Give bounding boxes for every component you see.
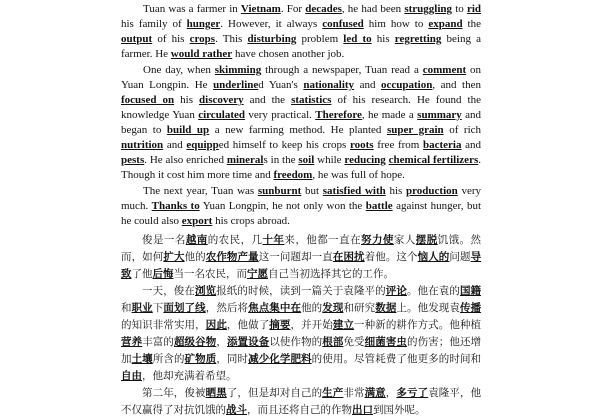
vocabulary-keyword: 导致 xyxy=(121,251,482,280)
chinese-paragraph-1 xyxy=(121,232,481,283)
body-text: One day, when xyxy=(143,64,215,76)
body-text: , and then xyxy=(432,79,481,91)
vocabulary-keyword: 超级谷物 xyxy=(173,336,217,348)
body-text: on Yuan Longpin. He xyxy=(121,64,481,91)
vocabulary-keyword: 矿物质 xyxy=(184,353,217,365)
body-text: his xyxy=(385,185,406,197)
body-text: Yuan Longpin, he not only won the xyxy=(199,200,366,212)
vocabulary-keyword: rid xyxy=(466,3,482,15)
vocabulary-keyword: 面划了线 xyxy=(163,302,206,314)
vocabulary-keyword: 后悔 xyxy=(152,268,174,280)
body-text: , he had been xyxy=(341,3,405,15)
body-text: 报纸的时候，读到一篇关于袁隆平的 xyxy=(216,285,386,297)
body-text: of his research. He found the knowledge Yuan xyxy=(121,94,481,121)
body-text: the xyxy=(462,18,481,30)
vocabulary-keyword: crops xyxy=(189,33,216,45)
body-text: ， xyxy=(216,336,227,348)
vocabulary-keyword: 多亏了 xyxy=(396,387,429,399)
body-text: 这一问题却一直 xyxy=(258,251,333,263)
vocabulary-keyword: 满意 xyxy=(364,387,386,399)
chinese-paragraph-3 xyxy=(121,385,481,419)
body-text: The next year, Tuan was xyxy=(143,185,258,197)
body-text: problem xyxy=(296,33,344,45)
body-text: . Though it cost him more time and xyxy=(121,154,481,181)
vocabulary-keyword: 职业 xyxy=(131,302,153,314)
english-paragraph-2 xyxy=(121,63,481,183)
body-text: 以使作物的 xyxy=(269,336,323,348)
vocabulary-keyword: 恼人的 xyxy=(417,251,450,263)
body-text: 所含的 xyxy=(152,353,185,365)
body-text: , he made a xyxy=(361,109,418,121)
vocabulary-keyword: super grain xyxy=(386,124,444,136)
body-text: his crops abroad. xyxy=(212,215,290,227)
body-text: . However, it always xyxy=(220,18,323,30)
vocabulary-keyword: 焦点集中在 xyxy=(248,302,302,314)
vocabulary-keyword: 农作物产量 xyxy=(205,251,259,263)
vocabulary-keyword: 建立 xyxy=(332,319,355,331)
vocabulary-keyword: export xyxy=(181,215,213,227)
vocabulary-keyword: regretting xyxy=(394,33,442,45)
vocabulary-keyword: underline xyxy=(213,79,259,91)
vocabulary-keyword: build up xyxy=(166,124,210,136)
vocabulary-keyword: output xyxy=(121,33,153,45)
body-text: 俊是一名 xyxy=(142,234,186,246)
vocabulary-keyword: decades xyxy=(305,3,342,15)
body-text: a new farming method. He planted xyxy=(209,124,387,136)
body-text: and xyxy=(354,79,382,91)
body-text: 一种新的耕作方式。他种植 xyxy=(354,319,482,331)
vocabulary-keyword: 在困扰 xyxy=(332,251,365,263)
body-text: ， xyxy=(385,387,397,399)
vocabulary-keyword: 宁愿 xyxy=(247,268,268,280)
vocabulary-keyword: 扩大 xyxy=(163,251,185,263)
body-text: 丰富的 xyxy=(142,336,174,348)
body-text: 和 xyxy=(121,302,132,314)
vocabulary-keyword: 添置设备 xyxy=(226,336,270,348)
vocabulary-keyword: 摘要 xyxy=(269,319,291,331)
vocabulary-keyword: Thanks to xyxy=(151,200,200,212)
body-text: 免受 xyxy=(343,336,365,348)
body-text: 了他 xyxy=(131,268,153,280)
body-text: , he was full of hope. xyxy=(312,169,405,181)
vocabulary-keyword: occupation xyxy=(381,79,433,91)
body-text: 下 xyxy=(152,302,164,314)
body-text: to xyxy=(452,3,467,15)
vocabulary-keyword: Vietnam xyxy=(240,3,281,15)
body-text: ，而且还将自己的作物 xyxy=(247,404,352,416)
vocabulary-keyword: discovery xyxy=(199,94,244,106)
body-text: 。他在袁的 xyxy=(406,285,460,297)
vocabulary-keyword: Therefore xyxy=(315,109,362,121)
body-text: 问题 xyxy=(449,251,471,263)
body-text: very much. xyxy=(121,185,481,212)
vocabulary-keyword: satisfied with xyxy=(322,185,386,197)
vocabulary-keyword: led to xyxy=(343,33,372,45)
vocabulary-keyword: summary xyxy=(417,109,462,121)
body-text: ，他却充满着希望。 xyxy=(142,370,237,382)
english-passage xyxy=(121,2,481,229)
vocabulary-keyword: 传播 xyxy=(459,302,482,314)
vocabulary-keyword: roots xyxy=(349,139,374,151)
vocabulary-keyword: 数据 xyxy=(375,302,397,314)
vocabulary-keyword: equipp xyxy=(186,139,219,151)
vocabulary-keyword: 生产 xyxy=(322,387,344,399)
vocabulary-keyword: 发现 xyxy=(322,302,344,314)
body-text: 和研究 xyxy=(343,302,376,314)
vocabulary-keyword: expand xyxy=(428,18,463,30)
body-text: have chosen another job. xyxy=(232,48,345,60)
body-text: very practical. xyxy=(245,109,316,121)
vocabulary-keyword: would rather xyxy=(170,48,233,60)
vocabulary-keyword: production xyxy=(405,185,458,197)
vocabulary-keyword: 越南 xyxy=(185,234,208,246)
body-text: of his xyxy=(152,33,190,45)
body-text: 了，但是却对自己的 xyxy=(226,387,323,399)
chinese-passage xyxy=(121,232,481,419)
body-text: 第二年，俊被 xyxy=(142,387,206,399)
body-text: of rich xyxy=(443,124,482,136)
body-text: 他的 xyxy=(301,302,323,314)
body-text: and began to xyxy=(121,109,482,136)
english-paragraph-1 xyxy=(121,2,481,62)
body-text: against hunger, but he could also xyxy=(121,200,481,227)
vocabulary-keyword: mineral xyxy=(226,154,264,166)
vocabulary-keyword: nutrition xyxy=(121,139,164,151)
vocabulary-keyword: sunburnt xyxy=(257,185,302,197)
vocabulary-keyword: 土壤 xyxy=(131,353,153,365)
body-text: his family of xyxy=(121,18,187,30)
body-text: while xyxy=(314,154,345,166)
body-text: ed himself to keep his crops xyxy=(218,139,350,151)
body-text: 他的 xyxy=(184,251,206,263)
vocabulary-keyword: focused on xyxy=(121,94,175,106)
vocabulary-keyword: battle xyxy=(365,200,393,212)
vocabulary-keyword: 因此 xyxy=(205,319,227,331)
body-text: 袁隆平，他不仅赢得了对抗饥饿的 xyxy=(121,387,482,416)
body-text: 上。他发现袁 xyxy=(396,302,460,314)
body-text: being a farmer. He xyxy=(121,33,481,60)
vocabulary-keyword: hunger xyxy=(186,18,221,30)
vocabulary-keyword: soil xyxy=(298,154,315,166)
body-text: 饥饿。然而，如何 xyxy=(121,234,482,263)
body-text: ，然后将 xyxy=(205,302,249,314)
body-text: ，他做了 xyxy=(226,319,270,331)
body-text: and the xyxy=(243,94,292,106)
vocabulary-keyword: reducing xyxy=(344,154,386,166)
vocabulary-keyword: disturbing xyxy=(247,33,297,45)
body-text: 家人 xyxy=(393,234,416,246)
vocabulary-keyword: 自由 xyxy=(121,370,142,382)
vocabulary-keyword: chemical fertilizers xyxy=(388,154,479,166)
vocabulary-keyword: comment xyxy=(422,64,467,76)
vocabulary-keyword: 减少化学肥料 xyxy=(248,353,312,365)
vocabulary-keyword: 战斗 xyxy=(226,404,247,416)
vocabulary-keyword: bacteria xyxy=(422,139,462,151)
vocabulary-keyword: 浏览 xyxy=(194,285,217,297)
body-text: ，同时 xyxy=(216,353,249,365)
vocabulary-keyword: 细菌害虫 xyxy=(364,336,408,348)
vocabulary-keyword: skimming xyxy=(214,64,262,76)
body-text: d Yuan's xyxy=(258,79,304,91)
body-text: and xyxy=(461,139,481,151)
vocabulary-keyword: 营养 xyxy=(121,336,143,348)
body-text: . For xyxy=(280,3,306,15)
body-text: Tuan was a farmer in xyxy=(143,3,241,15)
body-text: 当一名农民，而 xyxy=(173,268,247,280)
vocabulary-keyword: pests xyxy=(121,154,145,166)
english-paragraph-3 xyxy=(121,184,481,229)
vocabulary-keyword: nationality xyxy=(303,79,355,91)
body-text: 的伤害；他还增加 xyxy=(121,336,482,365)
body-text: ，并开始 xyxy=(290,319,333,331)
vocabulary-keyword: statistics xyxy=(291,94,332,106)
body-text: . This xyxy=(215,33,248,45)
vocabulary-keyword: circulated xyxy=(198,109,246,121)
body-text: 自己当初选择其它的工作。 xyxy=(268,268,394,280)
body-text: him how to xyxy=(363,18,429,30)
body-text: . He also enriched xyxy=(144,154,227,166)
vocabulary-keyword: 评论 xyxy=(385,285,407,297)
body-text: and xyxy=(163,139,187,151)
vocabulary-keyword: 摆脱 xyxy=(415,234,438,246)
body-text: his xyxy=(371,33,395,45)
vocabulary-keyword: 十年 xyxy=(262,234,285,246)
body-text: through a newspaper, Tuan read a xyxy=(261,64,423,76)
body-text: 非常 xyxy=(343,387,365,399)
vocabulary-keyword: 晒黑 xyxy=(205,387,227,399)
body-text: 的知识非常实用， xyxy=(121,319,206,331)
body-text: his xyxy=(174,94,200,106)
vocabulary-keyword: 努力使 xyxy=(361,234,394,246)
body-text: 的使用。尽管耗费了他更多的时间和 xyxy=(311,353,482,365)
vocabulary-keyword: struggling xyxy=(404,3,453,15)
body-text: s in the xyxy=(263,154,299,166)
body-text: 着他。这个 xyxy=(364,251,418,263)
body-text: but xyxy=(301,185,323,197)
body-text: 来，他都一直在 xyxy=(284,234,362,246)
vocabulary-keyword: 出口 xyxy=(352,404,373,416)
vocabulary-keyword: 国籍 xyxy=(459,285,482,297)
vocabulary-keyword: confused xyxy=(322,18,364,30)
chinese-paragraph-2 xyxy=(121,283,481,385)
vocabulary-keyword: 根部 xyxy=(322,336,344,348)
vocabulary-keyword: freedom xyxy=(273,169,313,181)
body-text: 一天，俊在 xyxy=(142,285,195,297)
body-text: 的农民，几 xyxy=(207,234,263,246)
body-text: free from xyxy=(373,139,423,151)
body-text: 到国外呢。 xyxy=(373,404,426,416)
